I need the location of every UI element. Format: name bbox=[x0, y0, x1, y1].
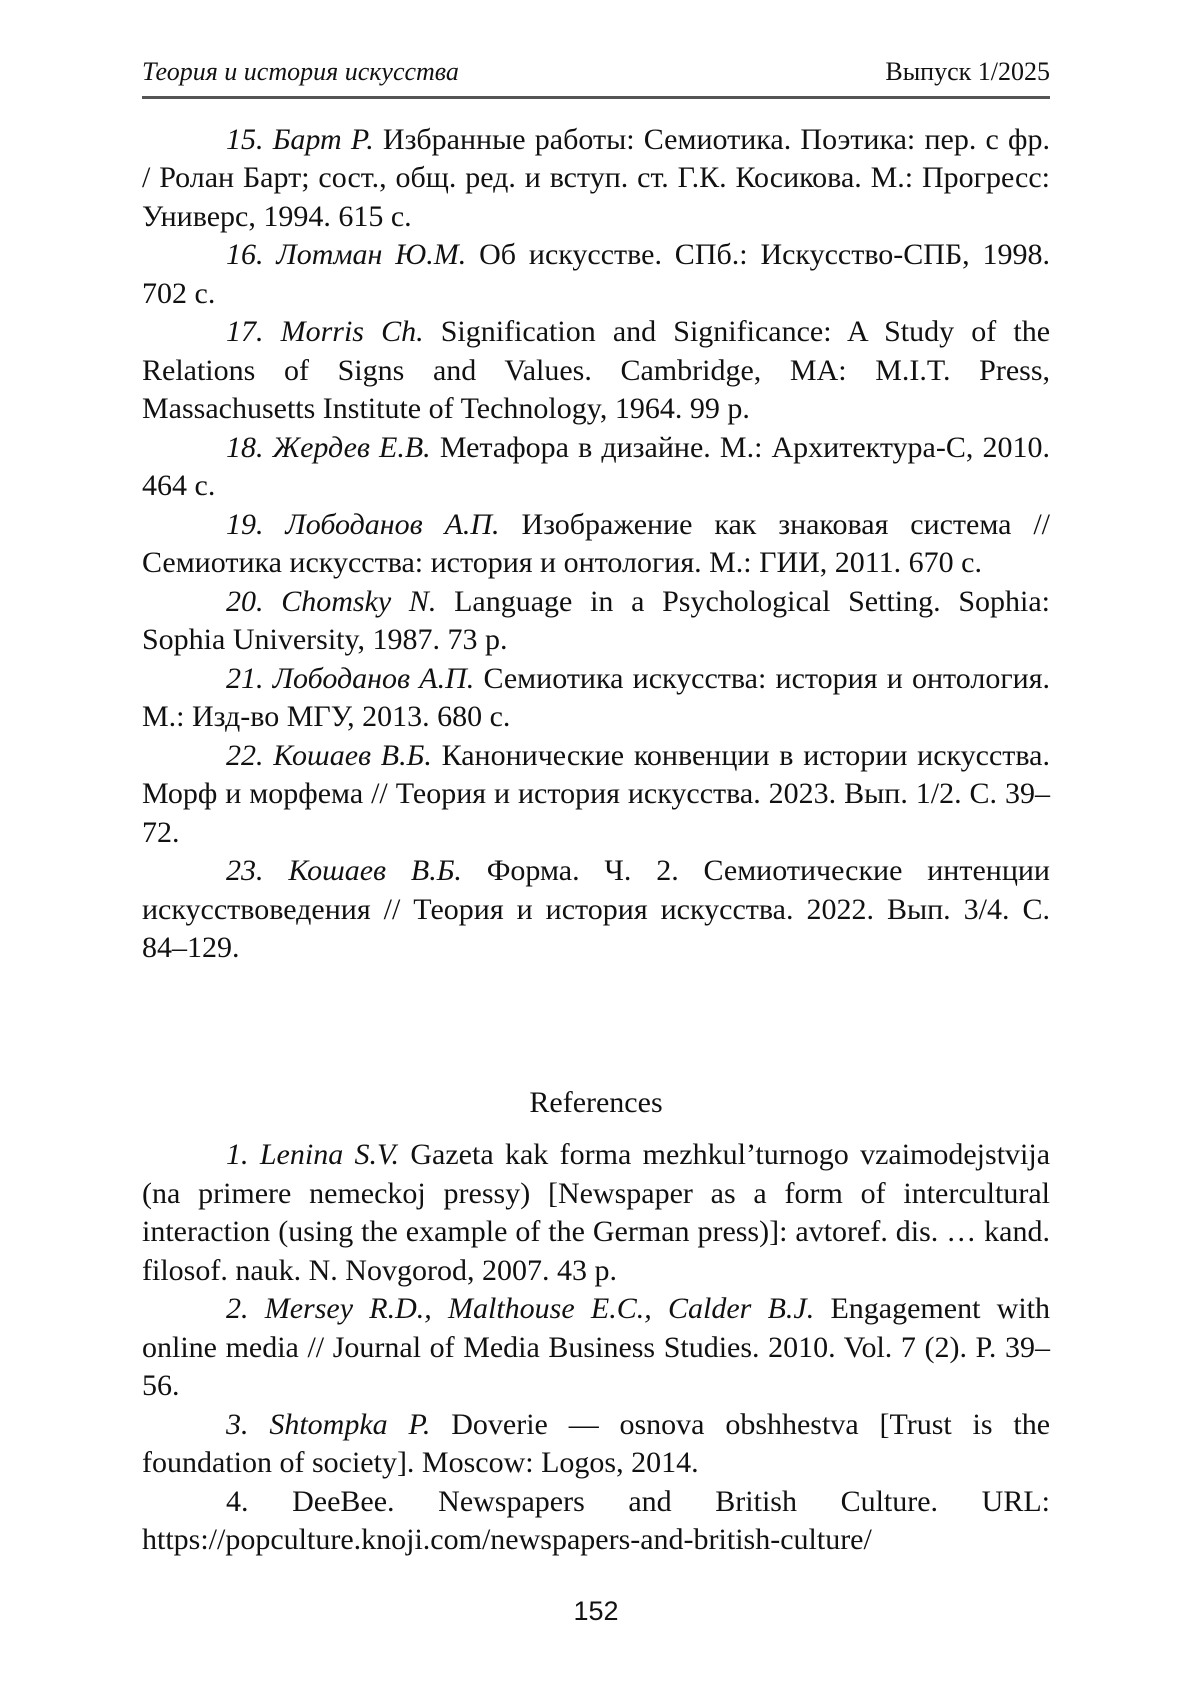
entry-text: Signification and Significance: A Study of the Relations of Signs and Values. Cambridge, MA: M.I.T. Press, Massachusetts Institute of Technology, 1964. 99 p. bbox=[142, 315, 1051, 425]
journal-title: Теория и история искусства bbox=[142, 57, 459, 86]
header-rule bbox=[142, 96, 1050, 99]
entry-author: Кошаев В.Б. bbox=[273, 738, 432, 772]
entry-number: 21. bbox=[226, 661, 264, 695]
entry-text: Форма. Ч. 2. Семиотические интенции искусствоведения // Теория и история искусства. 2022. Вып. 3/4. С. 84–129. bbox=[142, 854, 1050, 964]
reference-entry bbox=[142, 583, 1050, 660]
reference-entry bbox=[142, 660, 1050, 737]
page-number: 152 bbox=[573, 1596, 619, 1626]
bibliography-section bbox=[142, 121, 1050, 1560]
reference-entry bbox=[142, 1483, 1050, 1560]
reference-entry bbox=[142, 506, 1050, 583]
entry-text: DeeBee. Newspapers and British Culture. URL: https://popculture.knoji.com/newspapers-and-british-culture/ bbox=[142, 1484, 1050, 1556]
entry-author: Кошаев В.Б. bbox=[288, 854, 462, 887]
entry-text: Канонические конвенции в истории искусства. Морф и морфема // Теория и история искусства. 2023. Вып. 1/2. С. 39–72. bbox=[142, 738, 1050, 849]
page-content bbox=[142, 56, 1050, 1560]
entry-text: Семиотика искусства: история и онтология. М.: Изд-во МГУ, 2013. 680 с. bbox=[142, 661, 1051, 733]
entry-author: Жердев Е.В. bbox=[272, 430, 431, 464]
entry-text: Language in a Psychological Setting. Sophia: Sophia University, 1987. 73 p. bbox=[142, 584, 1050, 656]
references-list bbox=[142, 1136, 1050, 1560]
bibliography-list bbox=[142, 121, 1050, 968]
reference-entry bbox=[142, 1290, 1050, 1406]
entry-number: 16. bbox=[226, 238, 264, 271]
entry-author: Лотман Ю.М. bbox=[276, 238, 467, 271]
entry-number: 15. bbox=[226, 122, 264, 156]
entry-number: 22. bbox=[226, 738, 264, 772]
entry-number: 19. bbox=[226, 507, 264, 541]
entry-text: Gazeta kak forma mezhkul’turnogo vzaimodejstvija (na primere nemeckoj pressy) [Newspaper as a form of intercultural interaction (using the example of the German press)]: avtoref. dis. … kand. filosof. nauk. N. Novgorod, 2007. 43 p. bbox=[142, 1138, 1051, 1287]
entry-number: 3. bbox=[226, 1407, 249, 1441]
entry-number: 1. bbox=[226, 1138, 249, 1171]
reference-entry bbox=[142, 313, 1050, 429]
entry-number: 2. bbox=[226, 1292, 249, 1325]
entry-text: Doverie — osnova obshhestva [Trust is the foundation of society]. Moscow: Logos, 2014. bbox=[142, 1407, 1051, 1479]
entry-text: Избранные работы: Семиотика. Поэтика: пер. с фр. / Ролан Барт; сост., общ. ред. и вступ. ст. Г.К. Косикова. М.: Прогресс: Универс, 1994. 615 с. bbox=[142, 122, 1050, 233]
entry-number: 20. bbox=[226, 584, 264, 618]
entry-author: Morris Ch. bbox=[280, 315, 424, 348]
reference-entry bbox=[142, 1406, 1050, 1483]
entry-number: 18. bbox=[226, 430, 264, 464]
entry-author: Lenina S.V. bbox=[259, 1138, 400, 1171]
entry-author: Chomsky N. bbox=[281, 584, 437, 618]
entry-text: Engagement with online media // Journal of Media Business Studies. 2010. Vol. 7 (2). P. 39–56. bbox=[142, 1292, 1050, 1402]
reference-entry bbox=[142, 852, 1050, 968]
entry-author: Лободанов А.П. bbox=[285, 507, 500, 541]
entry-text: Изображение как знаковая система // Семиотика искусства: история и онтология. М.: ГИИ, 2011. 670 с. bbox=[142, 507, 1051, 579]
entry-author: Mersey R.D., Malthouse E.C., Calder B.J. bbox=[264, 1292, 815, 1325]
references-heading: References bbox=[529, 1085, 663, 1119]
reference-entry bbox=[142, 236, 1050, 313]
reference-entry bbox=[142, 1136, 1050, 1290]
entry-number: 4. bbox=[226, 1484, 249, 1518]
entry-author: Shtompka P. bbox=[269, 1407, 431, 1441]
entry-number: 17. bbox=[226, 315, 264, 348]
running-header bbox=[142, 56, 1050, 96]
entry-number: 23. bbox=[226, 854, 264, 887]
reference-entry bbox=[142, 429, 1050, 506]
reference-entry bbox=[142, 121, 1050, 237]
reference-entry bbox=[142, 737, 1050, 853]
entry-author: Барт Р. bbox=[272, 122, 374, 156]
entry-text: Метафора в дизайне. М.: Архитектура-С, 2010. 464 с. bbox=[142, 430, 1050, 502]
entry-author: Лободанов А.П. bbox=[272, 661, 475, 695]
entry-text: Об искусстве. СПб.: Искусство-СПБ, 1998. 702 с. bbox=[142, 238, 1051, 310]
issue-label: Выпуск 1/2025 bbox=[885, 57, 1050, 86]
